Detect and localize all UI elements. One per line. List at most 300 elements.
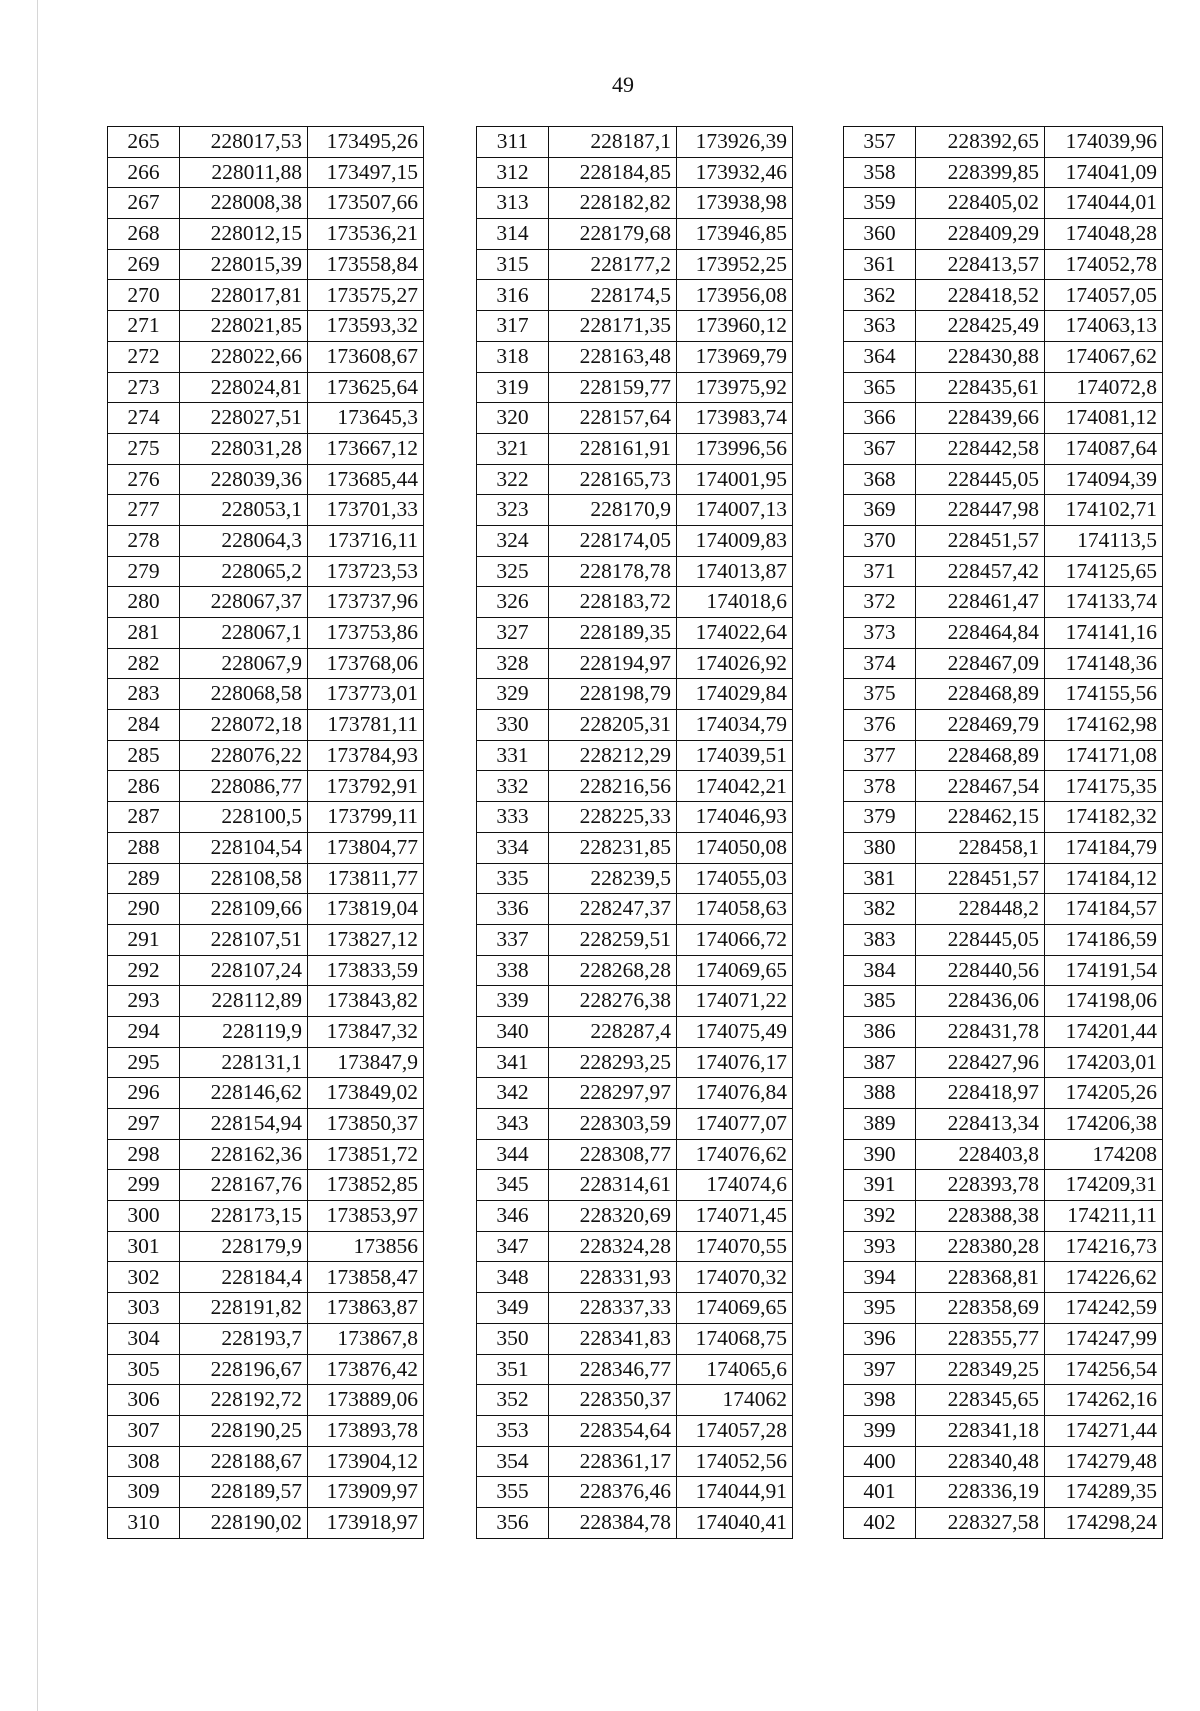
table-row (844, 1201, 1163, 1232)
y-coordinate-cell: 174247,99 (1045, 1323, 1163, 1354)
point-number-cell: 365 (844, 372, 916, 403)
x-coordinate-cell: 228109,66 (180, 894, 308, 925)
y-coordinate-cell: 173960,12 (677, 311, 793, 342)
point-number-cell: 392 (844, 1201, 916, 1232)
y-coordinate-cell: 174271,44 (1045, 1415, 1163, 1446)
x-coordinate-cell: 228119,9 (180, 1016, 308, 1047)
y-coordinate-cell: 173799,11 (308, 802, 424, 833)
point-number-cell: 298 (108, 1139, 180, 1170)
table-row (108, 740, 424, 771)
x-coordinate-cell: 228413,57 (916, 249, 1045, 280)
x-coordinate-cell: 228067,37 (180, 587, 308, 618)
table-row (108, 249, 424, 280)
y-coordinate-cell: 174041,09 (1045, 157, 1163, 188)
x-coordinate-cell: 228337,33 (549, 1293, 677, 1324)
table-row (477, 341, 793, 372)
x-coordinate-cell: 228183,72 (549, 587, 677, 618)
page-number: 49 (612, 72, 634, 97)
y-coordinate-cell: 173723,53 (308, 556, 424, 587)
x-coordinate-cell: 228259,51 (549, 924, 677, 955)
table-row (477, 1507, 793, 1538)
table-row (477, 556, 793, 587)
point-number-cell: 338 (477, 955, 549, 986)
point-number-cell: 367 (844, 433, 916, 464)
x-coordinate-cell: 228182,82 (549, 188, 677, 219)
table-row (844, 1354, 1163, 1385)
point-number-cell: 351 (477, 1354, 549, 1385)
table-row (108, 618, 424, 649)
y-coordinate-cell: 174289,35 (1045, 1477, 1163, 1508)
table-row (477, 311, 793, 342)
y-coordinate-cell: 174184,12 (1045, 863, 1163, 894)
table-row (108, 188, 424, 219)
y-coordinate-cell: 174039,96 (1045, 127, 1163, 158)
y-coordinate-cell: 174069,65 (677, 955, 793, 986)
y-coordinate-cell: 173495,26 (308, 127, 424, 158)
x-coordinate-cell: 228247,37 (549, 894, 677, 925)
x-coordinate-cell: 228189,57 (180, 1477, 308, 1508)
point-number-cell: 303 (108, 1293, 180, 1324)
y-coordinate-cell: 173956,08 (677, 280, 793, 311)
point-number-cell: 357 (844, 127, 916, 158)
table-row (477, 1354, 793, 1385)
x-coordinate-cell: 228107,51 (180, 924, 308, 955)
x-coordinate-cell: 228159,77 (549, 372, 677, 403)
y-coordinate-cell: 174052,78 (1045, 249, 1163, 280)
point-number-cell: 399 (844, 1415, 916, 1446)
x-coordinate-cell: 228361,17 (549, 1446, 677, 1477)
point-number-cell: 274 (108, 403, 180, 434)
x-coordinate-cell: 228067,1 (180, 618, 308, 649)
point-number-cell: 330 (477, 710, 549, 741)
y-coordinate-cell: 173608,67 (308, 341, 424, 372)
point-number-cell: 354 (477, 1446, 549, 1477)
x-coordinate-cell: 228468,89 (916, 679, 1045, 710)
x-coordinate-cell: 228469,79 (916, 710, 1045, 741)
table-row (108, 1446, 424, 1477)
point-number-cell: 331 (477, 740, 549, 771)
point-number-cell: 299 (108, 1170, 180, 1201)
point-number-cell: 270 (108, 280, 180, 311)
point-number-cell: 341 (477, 1047, 549, 1078)
y-coordinate-cell: 174191,54 (1045, 955, 1163, 986)
x-coordinate-cell: 228179,9 (180, 1231, 308, 1262)
y-coordinate-cell: 173792,91 (308, 771, 424, 802)
x-coordinate-cell: 228212,29 (549, 740, 677, 771)
y-coordinate-cell: 174058,63 (677, 894, 793, 925)
x-coordinate-cell: 228451,57 (916, 863, 1045, 894)
table-row (477, 1078, 793, 1109)
table-row (477, 1477, 793, 1508)
x-coordinate-cell: 228297,97 (549, 1078, 677, 1109)
x-coordinate-cell: 228022,66 (180, 341, 308, 372)
point-number-cell: 390 (844, 1139, 916, 1170)
coordinate-table-1 (107, 126, 424, 1539)
y-coordinate-cell: 174069,65 (677, 1293, 793, 1324)
y-coordinate-cell: 173497,15 (308, 157, 424, 188)
point-number-cell: 272 (108, 341, 180, 372)
x-coordinate-cell: 228457,42 (916, 556, 1045, 587)
table-row (844, 464, 1163, 495)
x-coordinate-cell: 228173,15 (180, 1201, 308, 1232)
point-number-cell: 401 (844, 1477, 916, 1508)
table-row (844, 1139, 1163, 1170)
y-coordinate-cell: 174065,6 (677, 1354, 793, 1385)
table-row (108, 1293, 424, 1324)
table-row (477, 1293, 793, 1324)
table-row (844, 372, 1163, 403)
x-coordinate-cell: 228231,85 (549, 832, 677, 863)
x-coordinate-cell: 228065,2 (180, 556, 308, 587)
y-coordinate-cell: 173716,11 (308, 525, 424, 556)
point-number-cell: 352 (477, 1385, 549, 1416)
point-number-cell: 284 (108, 710, 180, 741)
x-coordinate-cell: 228184,4 (180, 1262, 308, 1293)
table-row (844, 1016, 1163, 1047)
point-number-cell: 385 (844, 986, 916, 1017)
y-coordinate-cell: 174216,73 (1045, 1231, 1163, 1262)
x-coordinate-cell: 228440,56 (916, 955, 1045, 986)
y-coordinate-cell: 173737,96 (308, 587, 424, 618)
y-coordinate-cell: 174018,6 (677, 587, 793, 618)
point-number-cell: 353 (477, 1415, 549, 1446)
x-coordinate-cell: 228174,5 (549, 280, 677, 311)
table-row (477, 1201, 793, 1232)
point-number-cell: 350 (477, 1323, 549, 1354)
table-row (108, 955, 424, 986)
table-row (477, 618, 793, 649)
x-coordinate-cell: 228174,05 (549, 525, 677, 556)
point-number-cell: 396 (844, 1323, 916, 1354)
point-number-cell: 374 (844, 648, 916, 679)
table-row (844, 679, 1163, 710)
point-number-cell: 376 (844, 710, 916, 741)
y-coordinate-cell: 174198,06 (1045, 986, 1163, 1017)
y-coordinate-cell: 174081,12 (1045, 403, 1163, 434)
y-coordinate-cell: 173926,39 (677, 127, 793, 158)
y-coordinate-cell: 173843,82 (308, 986, 424, 1017)
x-coordinate-cell: 228418,97 (916, 1078, 1045, 1109)
point-number-cell: 301 (108, 1231, 180, 1262)
y-coordinate-cell: 174074,6 (677, 1170, 793, 1201)
y-coordinate-cell: 173969,79 (677, 341, 793, 372)
y-coordinate-cell: 174070,55 (677, 1231, 793, 1262)
point-number-cell: 343 (477, 1109, 549, 1140)
y-coordinate-cell: 173645,3 (308, 403, 424, 434)
table-row (477, 1446, 793, 1477)
y-coordinate-cell: 174209,31 (1045, 1170, 1163, 1201)
y-coordinate-cell: 174044,91 (677, 1477, 793, 1508)
y-coordinate-cell: 174026,92 (677, 648, 793, 679)
x-coordinate-cell: 228017,53 (180, 127, 308, 158)
table-row (477, 280, 793, 311)
point-number-cell: 398 (844, 1385, 916, 1416)
table-row (844, 648, 1163, 679)
table-row (108, 556, 424, 587)
point-number-cell: 273 (108, 372, 180, 403)
y-coordinate-cell: 173685,44 (308, 464, 424, 495)
table-row (477, 740, 793, 771)
x-coordinate-cell: 228418,52 (916, 280, 1045, 311)
y-coordinate-cell: 174076,62 (677, 1139, 793, 1170)
y-coordinate-cell: 173819,04 (308, 894, 424, 925)
x-coordinate-cell: 228425,49 (916, 311, 1045, 342)
point-number-cell: 335 (477, 863, 549, 894)
point-number-cell: 362 (844, 280, 916, 311)
point-number-cell: 370 (844, 525, 916, 556)
table-row (108, 372, 424, 403)
x-coordinate-cell: 228345,65 (916, 1385, 1045, 1416)
x-coordinate-cell: 228341,83 (549, 1323, 677, 1354)
table-row (844, 1262, 1163, 1293)
table-row (477, 1385, 793, 1416)
point-number-cell: 321 (477, 433, 549, 464)
y-coordinate-cell: 173625,64 (308, 372, 424, 403)
y-coordinate-cell: 173833,59 (308, 955, 424, 986)
x-coordinate-cell: 228392,65 (916, 127, 1045, 158)
x-coordinate-cell: 228027,51 (180, 403, 308, 434)
x-coordinate-cell: 228320,69 (549, 1201, 677, 1232)
point-number-cell: 364 (844, 341, 916, 372)
point-number-cell: 302 (108, 1262, 180, 1293)
table-row (477, 464, 793, 495)
table-row (477, 802, 793, 833)
x-coordinate-cell: 228216,56 (549, 771, 677, 802)
table-row (844, 433, 1163, 464)
y-coordinate-cell: 174050,08 (677, 832, 793, 863)
y-coordinate-cell: 174208 (1045, 1139, 1163, 1170)
table-row (844, 341, 1163, 372)
point-number-cell: 347 (477, 1231, 549, 1262)
table-row (844, 771, 1163, 802)
x-coordinate-cell: 228462,15 (916, 802, 1045, 833)
table-row (844, 1385, 1163, 1416)
table-row (477, 495, 793, 526)
table-row (108, 1262, 424, 1293)
x-coordinate-cell: 228448,2 (916, 894, 1045, 925)
y-coordinate-cell: 173784,93 (308, 740, 424, 771)
y-coordinate-cell: 173863,87 (308, 1293, 424, 1324)
x-coordinate-cell: 228068,58 (180, 679, 308, 710)
y-coordinate-cell: 173853,97 (308, 1201, 424, 1232)
point-number-cell: 320 (477, 403, 549, 434)
x-coordinate-cell: 228188,67 (180, 1446, 308, 1477)
x-coordinate-cell: 228458,1 (916, 832, 1045, 863)
point-number-cell: 279 (108, 556, 180, 587)
point-number-cell: 314 (477, 219, 549, 250)
point-number-cell: 339 (477, 986, 549, 1017)
table-row (477, 679, 793, 710)
y-coordinate-cell: 174029,84 (677, 679, 793, 710)
table-row (108, 311, 424, 342)
point-number-cell: 400 (844, 1446, 916, 1477)
y-coordinate-cell: 174034,79 (677, 710, 793, 741)
table-row (108, 587, 424, 618)
point-number-cell: 265 (108, 127, 180, 158)
x-coordinate-cell: 228100,5 (180, 802, 308, 833)
table-row (844, 924, 1163, 955)
y-coordinate-cell: 173975,92 (677, 372, 793, 403)
point-number-cell: 297 (108, 1109, 180, 1140)
table-row (844, 1078, 1163, 1109)
table-row (477, 832, 793, 863)
y-coordinate-cell: 174057,28 (677, 1415, 793, 1446)
point-number-cell: 307 (108, 1415, 180, 1446)
x-coordinate-cell: 228439,66 (916, 403, 1045, 434)
y-coordinate-cell: 174067,62 (1045, 341, 1163, 372)
y-coordinate-cell: 173858,47 (308, 1262, 424, 1293)
coordinate-table-2 (476, 126, 793, 1539)
point-number-cell: 305 (108, 1354, 180, 1385)
x-coordinate-cell: 228268,28 (549, 955, 677, 986)
table-row (477, 403, 793, 434)
table-row (108, 894, 424, 925)
x-coordinate-cell: 228368,81 (916, 1262, 1045, 1293)
x-coordinate-cell: 228190,25 (180, 1415, 308, 1446)
table-row (844, 618, 1163, 649)
table-row (108, 1078, 424, 1109)
table-row (844, 525, 1163, 556)
point-number-cell: 358 (844, 157, 916, 188)
table-row (844, 863, 1163, 894)
table-row (844, 249, 1163, 280)
point-number-cell: 334 (477, 832, 549, 863)
x-coordinate-cell: 228104,54 (180, 832, 308, 863)
point-number-cell: 292 (108, 955, 180, 986)
point-number-cell: 380 (844, 832, 916, 863)
x-coordinate-cell: 228239,5 (549, 863, 677, 894)
point-number-cell: 379 (844, 802, 916, 833)
y-coordinate-cell: 173918,97 (308, 1507, 424, 1538)
table-row (108, 1139, 424, 1170)
point-number-cell: 355 (477, 1477, 549, 1508)
point-number-cell: 315 (477, 249, 549, 280)
x-coordinate-cell: 228467,54 (916, 771, 1045, 802)
x-coordinate-cell: 228376,46 (549, 1477, 677, 1508)
table-row (108, 495, 424, 526)
y-coordinate-cell: 174063,13 (1045, 311, 1163, 342)
y-coordinate-cell: 174279,48 (1045, 1446, 1163, 1477)
table-row (108, 433, 424, 464)
y-coordinate-cell: 174133,74 (1045, 587, 1163, 618)
table-row (477, 648, 793, 679)
point-number-cell: 378 (844, 771, 916, 802)
table-row (477, 157, 793, 188)
x-coordinate-cell: 228024,81 (180, 372, 308, 403)
y-coordinate-cell: 174071,45 (677, 1201, 793, 1232)
point-number-cell: 340 (477, 1016, 549, 1047)
point-number-cell: 309 (108, 1477, 180, 1508)
point-number-cell: 397 (844, 1354, 916, 1385)
point-number-cell: 333 (477, 802, 549, 833)
x-coordinate-cell: 228461,47 (916, 587, 1045, 618)
table-row (477, 863, 793, 894)
y-coordinate-cell: 174184,79 (1045, 832, 1163, 863)
table-row (108, 986, 424, 1017)
y-coordinate-cell: 174055,03 (677, 863, 793, 894)
y-coordinate-cell: 174076,84 (677, 1078, 793, 1109)
y-coordinate-cell: 173938,98 (677, 188, 793, 219)
point-number-cell: 313 (477, 188, 549, 219)
point-number-cell: 366 (844, 403, 916, 434)
y-coordinate-cell: 174071,22 (677, 986, 793, 1017)
point-number-cell: 388 (844, 1078, 916, 1109)
point-number-cell: 360 (844, 219, 916, 250)
x-coordinate-cell: 228053,1 (180, 495, 308, 526)
x-coordinate-cell: 228349,25 (916, 1354, 1045, 1385)
table-row (844, 1231, 1163, 1262)
point-number-cell: 324 (477, 525, 549, 556)
table-row (844, 188, 1163, 219)
table-row (844, 1109, 1163, 1140)
table-row (844, 587, 1163, 618)
x-coordinate-cell: 228072,18 (180, 710, 308, 741)
x-coordinate-cell: 228170,9 (549, 495, 677, 526)
point-number-cell: 344 (477, 1139, 549, 1170)
point-number-cell: 317 (477, 311, 549, 342)
point-number-cell: 327 (477, 618, 549, 649)
table-row (844, 556, 1163, 587)
y-coordinate-cell: 173768,06 (308, 648, 424, 679)
point-number-cell: 345 (477, 1170, 549, 1201)
x-coordinate-cell: 228445,05 (916, 464, 1045, 495)
point-number-cell: 281 (108, 618, 180, 649)
x-coordinate-cell: 228086,77 (180, 771, 308, 802)
point-number-cell: 349 (477, 1293, 549, 1324)
table-row (108, 341, 424, 372)
point-number-cell: 332 (477, 771, 549, 802)
table-row (477, 894, 793, 925)
y-coordinate-cell: 173867,8 (308, 1323, 424, 1354)
x-coordinate-cell: 228064,3 (180, 525, 308, 556)
y-coordinate-cell: 174125,65 (1045, 556, 1163, 587)
table-row (108, 1415, 424, 1446)
x-coordinate-cell: 228358,69 (916, 1293, 1045, 1324)
y-coordinate-cell: 174206,38 (1045, 1109, 1163, 1140)
point-number-cell: 361 (844, 249, 916, 280)
table-row (108, 802, 424, 833)
x-coordinate-cell: 228177,2 (549, 249, 677, 280)
y-coordinate-cell: 173536,21 (308, 219, 424, 250)
point-number-cell: 329 (477, 679, 549, 710)
table-row (844, 127, 1163, 158)
point-number-cell: 319 (477, 372, 549, 403)
y-coordinate-cell: 173847,9 (308, 1047, 424, 1078)
point-number-cell: 346 (477, 1201, 549, 1232)
x-coordinate-cell: 228108,58 (180, 863, 308, 894)
x-coordinate-cell: 228161,91 (549, 433, 677, 464)
table-row (477, 127, 793, 158)
x-coordinate-cell: 228017,81 (180, 280, 308, 311)
x-coordinate-cell: 228427,96 (916, 1047, 1045, 1078)
table-row (477, 986, 793, 1017)
point-number-cell: 266 (108, 157, 180, 188)
point-number-cell: 276 (108, 464, 180, 495)
table-row (108, 863, 424, 894)
y-coordinate-cell: 173811,77 (308, 863, 424, 894)
table-row (108, 127, 424, 158)
point-number-cell: 296 (108, 1078, 180, 1109)
x-coordinate-cell: 228178,78 (549, 556, 677, 587)
x-coordinate-cell: 228189,35 (549, 618, 677, 649)
y-coordinate-cell: 174184,57 (1045, 894, 1163, 925)
x-coordinate-cell: 228008,38 (180, 188, 308, 219)
y-coordinate-cell: 173827,12 (308, 924, 424, 955)
y-coordinate-cell: 174186,59 (1045, 924, 1163, 955)
y-coordinate-cell: 174298,24 (1045, 1507, 1163, 1538)
x-coordinate-cell: 228447,98 (916, 495, 1045, 526)
point-number-cell: 384 (844, 955, 916, 986)
